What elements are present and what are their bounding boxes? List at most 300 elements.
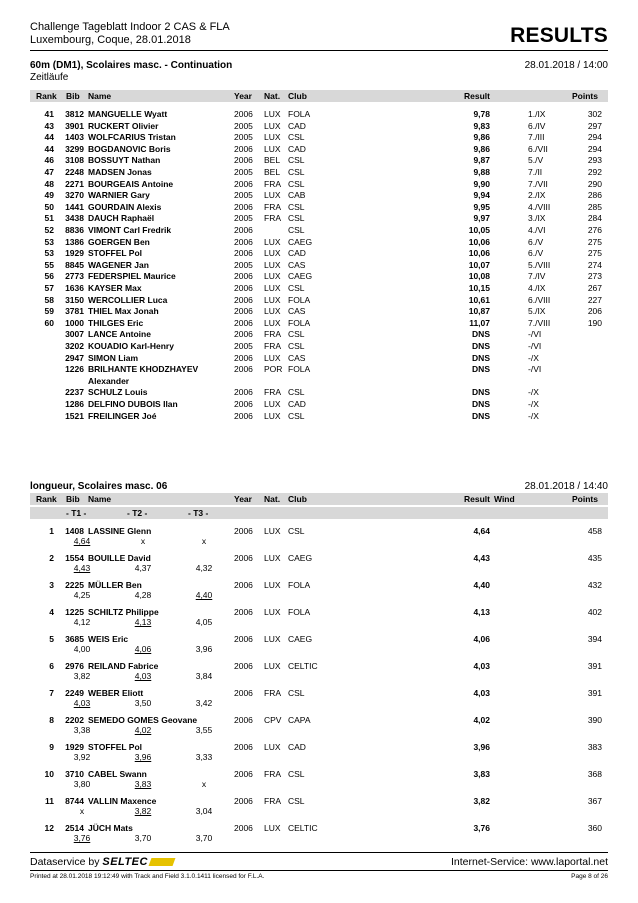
club-cell: FOLA: [288, 294, 311, 305]
result-cell: 9,87: [473, 155, 490, 166]
bib-cell: 3270: [65, 190, 84, 201]
result-cell: 4,64: [473, 526, 490, 536]
trial-1-cell: 4,03: [73, 698, 91, 708]
rank-cell: 49: [44, 190, 54, 201]
trial-2-cell: 3,96: [134, 752, 152, 762]
trials-row: [30, 671, 608, 682]
result-cell: 10,06: [468, 248, 490, 259]
result-cell: 9,97: [473, 213, 490, 224]
year-cell: 2006: [234, 283, 253, 293]
result-cell: DNS: [472, 329, 490, 340]
name-cell: LANCE Antoine: [88, 329, 151, 340]
bib-cell: 2271: [65, 178, 84, 189]
nat-cell: FRA: [264, 178, 281, 189]
points-cell: 292: [587, 167, 602, 177]
name-cell: BOGDANOVIC Boris: [88, 143, 171, 154]
rank-cell: 52: [44, 225, 54, 235]
club-cell: CSL: [288, 796, 305, 806]
result-cell: 4,03: [473, 688, 490, 698]
name-cell: MADSEN Jonas: [88, 167, 152, 177]
table-row: [30, 317, 608, 328]
club-cell: CSL: [288, 225, 305, 235]
name-cell: WERCOLLIER Luca: [88, 294, 168, 305]
points-cell: 458: [587, 526, 602, 536]
result-cell: 9,86: [473, 132, 490, 143]
trials-row: [30, 752, 608, 763]
heat-cell: 3./IX: [528, 213, 546, 224]
header-divider: [30, 50, 608, 51]
results-title: RESULTS: [510, 24, 608, 47]
year-cell: 2006: [234, 306, 253, 317]
rank-cell: 53: [44, 248, 54, 259]
year-cell: 2006: [234, 526, 253, 536]
result-cell: 4,06: [473, 634, 490, 644]
trial-1-cell: 3,80: [73, 779, 91, 789]
name-cell: BRILHANTE KHODZHAYEV: [88, 364, 199, 375]
rank-cell: 9: [49, 742, 54, 752]
club-cell: CSL: [288, 688, 305, 698]
nat-cell: LUX: [264, 120, 281, 131]
col-nat: Nat.: [264, 91, 281, 101]
points-cell: 432: [587, 580, 602, 590]
year-cell: 2006: [234, 796, 253, 806]
table-row: [30, 236, 608, 247]
result-cell: DNS: [472, 341, 490, 351]
table-row: [30, 410, 608, 421]
bib-cell: 1403: [65, 132, 84, 143]
year-cell: 2006: [234, 553, 253, 563]
section2-table-header: [30, 493, 608, 505]
bib-cell: 1636: [65, 283, 84, 293]
bib-cell: 3438: [65, 213, 84, 224]
points-cell: 276: [587, 225, 602, 235]
col-rank: Rank: [36, 494, 57, 504]
bib-cell: 1929: [65, 248, 84, 259]
event-location: Luxembourg, Coque, 28.01.2018: [30, 34, 191, 46]
section1-table-header: [30, 90, 608, 102]
result-cell: 10,87: [468, 306, 490, 317]
club-cell: FOLA: [288, 364, 311, 375]
rank-cell: 44: [44, 143, 54, 154]
rank-cell: 47: [44, 167, 54, 177]
col-rank: Rank: [36, 91, 57, 101]
bib-cell: 2976: [65, 661, 84, 671]
trial-3-cell: 3,96: [195, 644, 213, 654]
heat-cell: 7./II: [528, 167, 543, 177]
table-row: [30, 714, 608, 725]
points-cell: 274: [587, 259, 602, 270]
club-cell: CSL: [288, 769, 305, 779]
heat-cell: 4./VIII: [528, 201, 551, 212]
year-cell: 2006: [234, 178, 253, 189]
nat-cell: LUX: [264, 823, 281, 833]
year-cell: 2006: [234, 387, 253, 398]
rank-cell: 43: [44, 120, 54, 131]
result-cell: 4,43: [473, 553, 490, 563]
nat-cell: LUX: [264, 259, 281, 270]
result-cell: 10,07: [468, 259, 490, 270]
result-cell: DNS: [472, 410, 490, 421]
club-cell: CSL: [288, 201, 305, 212]
bib-cell: 1386: [65, 236, 84, 247]
points-cell: 391: [587, 688, 602, 698]
bib-cell: 1441: [65, 201, 84, 212]
result-cell: DNS: [472, 364, 490, 375]
rank-cell: 10: [44, 769, 54, 779]
trial-1-cell: 4,12: [73, 617, 91, 627]
trials-row: [30, 590, 608, 601]
table-row: [30, 741, 608, 752]
table-row: [30, 259, 608, 270]
heat-cell: -/VI: [528, 341, 542, 351]
table-row: [30, 247, 608, 258]
table-row: [30, 363, 608, 374]
year-cell: 2006: [234, 607, 253, 617]
table-row: [30, 386, 608, 397]
year-cell: 2006: [234, 742, 253, 752]
trial-2-cell: 3,82: [134, 806, 152, 816]
rank-cell: 3: [49, 580, 54, 590]
nat-cell: FRA: [264, 688, 281, 698]
result-cell: 3,83: [473, 769, 490, 779]
table-row: [30, 131, 608, 142]
result-cell: 4,40: [473, 580, 490, 590]
table-row: [30, 270, 608, 281]
result-cell: 4,13: [473, 607, 490, 617]
club-cell: CAEG: [288, 271, 313, 282]
bib-cell: 3781: [65, 306, 84, 317]
heat-cell: -/X: [528, 387, 539, 398]
points-cell: 206: [587, 306, 602, 317]
points-cell: 402: [587, 607, 602, 617]
result-cell: DNS: [472, 352, 490, 363]
club-cell: CSL: [288, 167, 305, 177]
trial-2-cell: x: [140, 536, 146, 546]
bib-cell: 2225: [65, 580, 84, 590]
heat-cell: 7./VII: [528, 178, 548, 189]
nat-cell: CPV: [264, 715, 282, 725]
nat-cell: LUX: [264, 271, 281, 282]
club-cell: CSL: [288, 341, 305, 351]
result-cell: 9,86: [473, 143, 490, 154]
trial-3-cell: x: [201, 779, 207, 789]
heat-cell: 5./IX: [528, 306, 546, 317]
year-cell: 2006: [234, 155, 253, 166]
trial-2-cell: 3,83: [134, 779, 152, 789]
bib-cell: 2237: [65, 387, 84, 398]
table-row: [30, 282, 608, 293]
points-cell: 360: [587, 823, 602, 833]
points-cell: 367: [587, 796, 602, 806]
trial-2-cell: 3,70: [134, 833, 152, 843]
club-cell: CAD: [288, 248, 306, 259]
club-cell: CSL: [288, 526, 305, 536]
nat-cell: FRA: [264, 213, 281, 224]
bib-cell: 2773: [65, 271, 84, 282]
name-cell: GOURDAIN Alexis: [88, 201, 162, 212]
table-row: [30, 795, 608, 806]
points-cell: 190: [587, 317, 602, 328]
table-row: [30, 579, 608, 590]
col-bib: Bib: [66, 91, 80, 101]
nat-cell: BEL: [264, 167, 281, 177]
table-row: [30, 212, 608, 223]
trial-1-cell: 4,64: [73, 536, 91, 546]
col-points: Points: [572, 494, 598, 504]
nat-cell: LUX: [264, 283, 281, 293]
points-cell: 227: [587, 294, 602, 305]
nat-cell: POR: [264, 364, 283, 375]
name-cell: KOUADIO Karl-Henry: [88, 341, 174, 351]
points-cell: 435: [587, 553, 602, 563]
name-cell: FREILINGER Joé: [88, 410, 157, 421]
trial-1-cell: 4,00: [73, 644, 91, 654]
rank-cell: 8: [49, 715, 54, 725]
rank-cell: 2: [49, 553, 54, 563]
club-cell: FOLA: [288, 317, 311, 328]
points-cell: 273: [587, 271, 602, 282]
rank-cell: 4: [49, 607, 54, 617]
year-cell: 2005: [234, 341, 253, 351]
club-cell: CAD: [288, 399, 306, 409]
nat-cell: FRA: [264, 387, 281, 398]
year-cell: 2005: [234, 213, 253, 224]
result-cell: 9,88: [473, 167, 490, 177]
bib-cell: 2249: [65, 688, 84, 698]
club-cell: CAEG: [288, 634, 313, 644]
club-cell: CSL: [288, 132, 305, 143]
trial-3-cell: 3,33: [195, 752, 213, 762]
club-cell: CAS: [288, 306, 306, 317]
year-cell: 2006: [234, 225, 253, 235]
year-cell: 2006: [234, 317, 253, 328]
table-row: [30, 552, 608, 563]
table-row: [30, 143, 608, 154]
bib-cell: 3007: [65, 329, 84, 340]
club-cell: CELTIC: [288, 661, 318, 671]
nat-cell: LUX: [264, 742, 281, 752]
trial-1-cell: x: [79, 806, 85, 816]
club-cell: CAS: [288, 259, 306, 270]
name-cell: SEMEDO GOMES Geovane: [88, 715, 198, 725]
heat-cell: -/X: [528, 399, 539, 409]
nat-cell: LUX: [264, 143, 281, 154]
name-cell: WAGENER Jan: [88, 259, 149, 270]
year-cell: 2006: [234, 201, 253, 212]
table-row: [30, 398, 608, 409]
points-cell: 391: [587, 661, 602, 671]
result-cell: 3,76: [473, 823, 490, 833]
rank-cell: 60: [44, 317, 54, 328]
nat-cell: LUX: [264, 399, 281, 409]
table-row: [30, 224, 608, 235]
name-cell: WEIS Eric: [88, 634, 129, 644]
heat-cell: 1./IX: [528, 109, 546, 119]
year-cell: 2006: [234, 294, 253, 305]
heat-cell: 4./IX: [528, 283, 546, 293]
trial-2-label: - T2 -: [127, 508, 148, 518]
nat-cell: LUX: [264, 580, 281, 590]
name-cell: KAYSER Max: [88, 283, 142, 293]
year-cell: 2006: [234, 248, 253, 259]
club-cell: CAEG: [288, 236, 313, 247]
name-cell: BOSSUYT Nathan: [88, 155, 161, 166]
col-year: Year: [234, 91, 252, 101]
col-result: Result: [464, 91, 490, 101]
bib-cell: 3710: [65, 769, 84, 779]
name-cell-cont: Alexander: [88, 375, 130, 386]
name-cell: JÜCH Mats: [88, 823, 133, 833]
heat-cell: 7./III: [528, 132, 545, 143]
rank-cell: 44: [44, 132, 54, 143]
name-cell: RUCKERT Olivier: [88, 120, 159, 131]
bib-cell: 8744: [65, 796, 84, 806]
trial-3-cell: 4,32: [195, 563, 213, 573]
rank-cell: 41: [44, 109, 54, 119]
trial-3-cell: x: [201, 536, 207, 546]
name-cell: REILAND Fabrice: [88, 661, 159, 671]
col-bib: Bib: [66, 494, 80, 504]
nat-cell: FRA: [264, 329, 281, 340]
name-cell: WARNIER Gary: [88, 190, 150, 201]
footer-divider-2: [30, 870, 608, 871]
points-cell: 302: [587, 109, 602, 119]
result-cell: DNS: [472, 387, 490, 398]
club-cell: FOLA: [288, 580, 311, 590]
year-cell: 2006: [234, 352, 253, 363]
bib-cell: 3108: [65, 155, 84, 166]
bib-cell: 3901: [65, 120, 84, 131]
year-cell: 2006: [234, 715, 253, 725]
table-row: [30, 687, 608, 698]
rank-cell: 50: [44, 201, 54, 212]
rank-cell: 57: [44, 283, 54, 293]
club-cell: CSL: [288, 387, 305, 398]
year-cell: 2005: [234, 167, 253, 177]
year-cell: 2006: [234, 399, 253, 409]
name-cell: STOFFEL Pol: [88, 248, 142, 259]
trial-1-cell: 4,43: [73, 563, 91, 573]
name-cell: DELFINO DUBOIS Ilan: [88, 399, 178, 409]
trial-2-cell: 4,06: [134, 644, 152, 654]
trial-2-cell: 4,28: [134, 590, 152, 600]
bib-cell: 1000: [65, 317, 84, 328]
trials-header: [30, 507, 608, 519]
nat-cell: LUX: [264, 526, 281, 536]
heat-cell: 5./V: [528, 155, 544, 166]
event-name: Challenge Tageblatt Indoor 2 CAS & FLA: [30, 21, 230, 33]
table-row: [30, 154, 608, 165]
club-cell: CAS: [288, 352, 306, 363]
name-cell: THILGES Eric: [88, 317, 144, 328]
table-row: [30, 305, 608, 316]
rank-cell: 6: [49, 661, 54, 671]
nat-cell: LUX: [264, 248, 281, 259]
table-row: [30, 606, 608, 617]
trials-row: [30, 644, 608, 655]
heat-cell: 7./IV: [528, 271, 546, 282]
name-cell: LASSINE Glenn: [88, 526, 152, 536]
heat-cell: -/X: [528, 352, 539, 363]
bib-cell: 1521: [65, 410, 84, 421]
name-cell: VIMONT Carl Fredrik: [88, 225, 172, 235]
name-cell: SIMON Liam: [88, 352, 139, 363]
trial-2-cell: 4,13: [134, 617, 152, 627]
result-cell: 9,95: [473, 201, 490, 212]
bib-cell: 1225: [65, 607, 84, 617]
name-cell: CABEL Swann: [88, 769, 147, 779]
table-row: [30, 189, 608, 200]
result-cell: 9,78: [473, 109, 490, 119]
table-row: [30, 633, 608, 644]
club-cell: CSL: [288, 213, 305, 224]
name-cell: STOFFEL Pol: [88, 742, 142, 752]
nat-cell: LUX: [264, 634, 281, 644]
trial-1-cell: 3,82: [73, 671, 91, 681]
result-cell: DNS: [472, 399, 490, 409]
points-cell: 284: [587, 213, 602, 224]
points-cell: 383: [587, 742, 602, 752]
nat-cell: LUX: [264, 352, 281, 363]
year-cell: 2005: [234, 190, 253, 201]
bib-cell: 3812: [65, 109, 84, 119]
rank-cell: 12: [44, 823, 54, 833]
club-cell: CAD: [288, 742, 306, 752]
trial-3-cell: 3,42: [195, 698, 213, 708]
col-wind: Wind: [494, 494, 515, 504]
name-cell: BOURGEAIS Antoine: [88, 178, 174, 189]
rank-cell: 58: [44, 294, 54, 305]
trial-2-cell: 4,02: [134, 725, 152, 735]
trials-row: [30, 698, 608, 709]
points-cell: 294: [587, 132, 602, 143]
table-row: [30, 352, 608, 363]
table-row: [30, 660, 608, 671]
points-cell: 368: [587, 769, 602, 779]
name-cell: SCHULZ Louis: [88, 387, 148, 398]
table-row: [30, 340, 608, 351]
table-row: [30, 525, 608, 536]
rank-cell: 55: [44, 259, 54, 270]
trials-row: [30, 563, 608, 574]
trials-row: [30, 725, 608, 736]
points-cell: 294: [587, 143, 602, 154]
year-cell: 2006: [234, 688, 253, 698]
bib-cell: 8836: [65, 225, 84, 235]
result-cell: 10,06: [468, 236, 490, 247]
heat-cell: -/X: [528, 410, 539, 421]
nat-cell: FRA: [264, 796, 281, 806]
table-row-cont: [30, 375, 608, 386]
dataservice-label: Dataservice by: [30, 856, 100, 868]
heat-cell: 6./VII: [528, 143, 548, 154]
points-cell: 390: [587, 715, 602, 725]
club-cell: CAPA: [288, 715, 311, 725]
points-cell: 290: [587, 178, 602, 189]
table-row: [30, 328, 608, 339]
trials-row: [30, 617, 608, 628]
club-cell: FOLA: [288, 607, 311, 617]
nat-cell: FRA: [264, 769, 281, 779]
bib-cell: 1226: [65, 364, 84, 375]
bib-cell: 1554: [65, 553, 84, 563]
result-cell: 3,96: [473, 742, 490, 752]
year-cell: 2006: [234, 329, 253, 340]
heat-cell: 6./VIII: [528, 294, 551, 305]
club-cell: FOLA: [288, 109, 311, 119]
bib-cell: 2947: [65, 352, 84, 363]
trial-2-cell: 3,50: [134, 698, 152, 708]
